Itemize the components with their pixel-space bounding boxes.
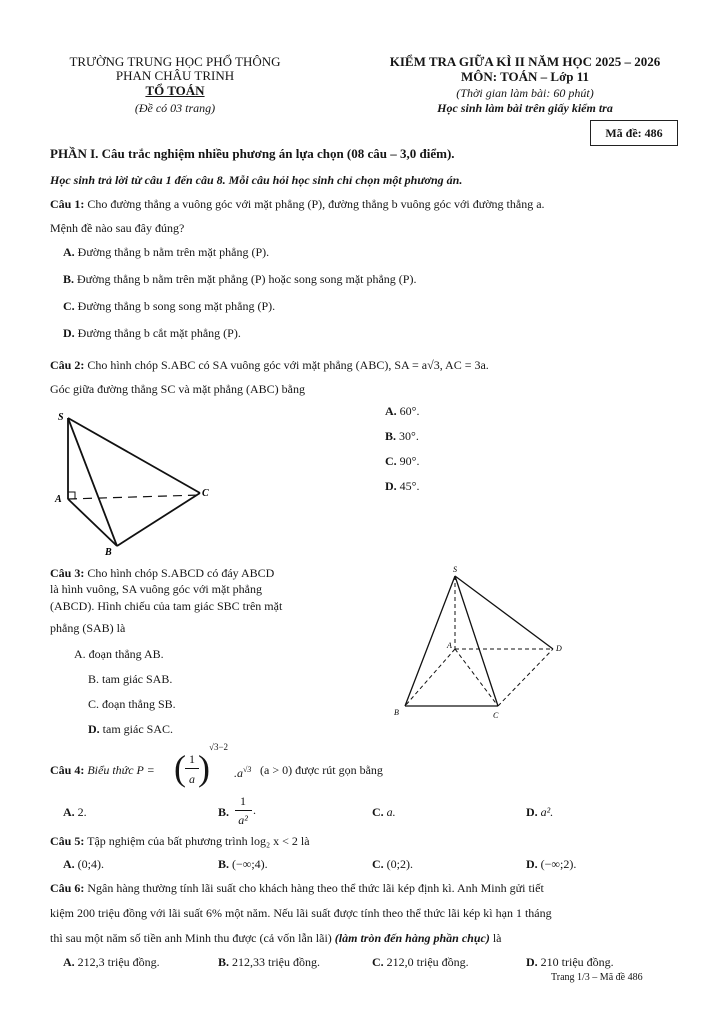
- q1-option-b: B. Đường thẳng b nằm trên mặt phẳng (P) hoặc song song mặt phẳng (P).: [63, 272, 417, 286]
- label-b: B: [105, 547, 112, 558]
- q2-pyramid-figure: [50, 408, 250, 558]
- q3-text-line1: Cho hình chóp S.ABCD có đáy ABCD: [87, 566, 275, 580]
- q6-text-line1: Ngân hàng thường tính lãi suất cho khách hàng theo thể thức lãi kép định kì. Anh Minh gửi tiết: [87, 881, 544, 895]
- q4-option-b-fraction: 1 a² .: [234, 794, 256, 830]
- exam-code-box: Mã đề: 486: [590, 120, 678, 146]
- label-c: C: [202, 488, 209, 499]
- edge-ab-hidden: [405, 649, 455, 706]
- label-b: B: [394, 708, 399, 717]
- q3-option-d: D. tam giác SAC.: [88, 722, 173, 736]
- q3-text-line4: phẳng (SAB) là: [50, 621, 126, 635]
- q5-text: Tập nghiệm của bất phương trình log₂ x < 2 là: [87, 834, 310, 848]
- q3-text-line2: là hình vuông, SA vuông góc với mặt phẳng: [50, 582, 262, 596]
- label-d: D: [556, 644, 562, 653]
- q6-option-c: C. 212,0 triệu đồng.: [372, 955, 469, 969]
- edge-sd: [455, 576, 553, 649]
- edge-bc: [117, 493, 200, 546]
- q6-label: Câu 6:: [50, 881, 85, 895]
- q4-fraction-paren: ( 1 a ): [174, 748, 210, 788]
- q3-option-c: C. đoạn thẳng SB.: [88, 697, 176, 711]
- q1-option-c: C. Đường thẳng b song song mặt phẳng (P).: [63, 299, 276, 313]
- pages-note: (Đề có 03 trang): [134, 101, 216, 115]
- label-s: S: [453, 565, 457, 574]
- q1-text-line2: Mệnh đề nào sau đây đúng?: [50, 221, 185, 235]
- q4-label: Câu 4:: [50, 763, 85, 777]
- exam-duration: (Thời gian làm bài: 60 phút): [456, 86, 594, 100]
- department-name: TỔ TOÁN: [145, 83, 205, 98]
- edge-ac-hidden: [455, 649, 498, 706]
- q1-line1: [50, 197, 545, 211]
- edge-sc: [68, 418, 200, 493]
- label-a: A: [55, 494, 62, 505]
- q1-text-line1: Cho đường thẳng a vuông góc với mặt phẳng (P), đường thẳng b vuông góc với đường thẳng a.: [87, 197, 545, 211]
- q3-text-line3: (ABCD). Hình chiếu của tam giác SBC trên mặt: [50, 599, 283, 613]
- q3-label: Câu 3:: [50, 566, 85, 580]
- q4-option-d: D. a².: [526, 805, 554, 819]
- right-angle-mark: [68, 492, 75, 499]
- q2-line1: [50, 358, 489, 372]
- q4-middle: $.a^{√3}$: [234, 765, 252, 780]
- q2-text-line1: Cho hình chóp S.ABC có SA vuông góc với mặt phẳng (ABC), SA = a√3, AC = 3a.: [87, 358, 489, 372]
- q6-text-line2: kiệm 200 triệu đồng với lãi suất 6% một năm. Nếu lãi suất được tính theo thể thức lãi kép kì hạn 1 tháng: [50, 906, 552, 920]
- q1-option-d: D. Đường thẳng b cắt mặt phẳng (P).: [63, 326, 241, 340]
- q6-line1: [50, 881, 544, 895]
- exam-subject: MÔN: TOÁN – Lớp 11: [460, 69, 590, 84]
- q5-option-d: D. (−∞;2).: [526, 857, 577, 871]
- q4-text-after: (a > 0) được rút gọn bằng: [260, 763, 383, 777]
- q5-line: [50, 834, 310, 848]
- q4-exponent: √3−2: [209, 742, 229, 752]
- q2-option-c: C. 90°.: [385, 454, 420, 468]
- school-name-line1: TRƯỜNG TRUNG HỌC PHỔ THÔNG: [69, 54, 281, 69]
- q2-option-d: D. 45°.: [385, 479, 420, 493]
- label-a: A: [447, 641, 452, 650]
- q2-option-a: A. 60°.: [385, 404, 420, 418]
- section-instruction: Học sinh trả lời từ câu 1 đến câu 8. Mỗi câu hỏi học sinh chỉ chọn một phương án.: [50, 173, 463, 187]
- q6-option-b: B. 212,33 triệu đồng.: [218, 955, 321, 969]
- paper-note: Học sinh làm bài trên giấy kiểm tra: [437, 101, 613, 115]
- edge-ab: [68, 499, 117, 546]
- q4-option-a: A. 2.: [63, 805, 87, 819]
- section-title: PHẦN I. Câu trắc nghiệm nhiều phương án lựa chọn (08 câu – 3,0 điểm).: [50, 146, 455, 161]
- school-name-line2: PHAN CHÂU TRINH: [115, 68, 235, 83]
- q6-option-d: D. 210 triệu đồng.: [526, 955, 614, 969]
- q5-option-b: B. (−∞;4).: [218, 857, 268, 871]
- exam-title: KIỂM TRA GIỮA KÌ II NĂM HỌC 2025 – 2026: [389, 54, 661, 69]
- q2-text-line2: Góc giữa đường thẳng SC và mặt phẳng (ABC) bằng: [50, 382, 305, 396]
- q2-label: Câu 2:: [50, 358, 85, 372]
- label-c: C: [493, 711, 499, 720]
- q5-option-a: A. (0;4).: [63, 857, 104, 871]
- q5-option-c: C. (0;2).: [372, 857, 413, 871]
- q4-option-b: B.: [218, 805, 230, 819]
- q6-option-a: A. 212,3 triệu đồng.: [63, 955, 160, 969]
- edge-cd-hidden: [498, 649, 553, 706]
- edge-ac-hidden: [68, 495, 200, 499]
- edge-sc: [455, 576, 498, 706]
- q2-option-b: B. 30°.: [385, 429, 419, 443]
- q4-line: Câu 4: Biểu thức P =: [50, 763, 155, 777]
- q3-option-b: B. tam giác SAB.: [88, 672, 173, 686]
- page-footer: Trang 1/3 – Mã đề 486: [551, 972, 643, 983]
- q6-line3: thì sau một năm số tiền anh Minh thu được (cả vốn lẫn lãi) (làm tròn đến hàng phần chục) là: [50, 931, 502, 945]
- q1-option-a: A. Đường thẳng b nằm trên mặt phẳng (P).: [63, 245, 270, 259]
- q1-label: Câu 1:: [50, 197, 85, 211]
- q3-option-a: A. đoạn thẳng AB.: [74, 647, 164, 661]
- edge-sb: [68, 418, 117, 546]
- q3-pyramid-figure: [385, 562, 575, 727]
- label-s: S: [58, 412, 64, 423]
- q4-option-c: C. a.: [372, 805, 396, 819]
- q3-line1: [50, 566, 274, 580]
- q5-label: Câu 5:: [50, 834, 85, 848]
